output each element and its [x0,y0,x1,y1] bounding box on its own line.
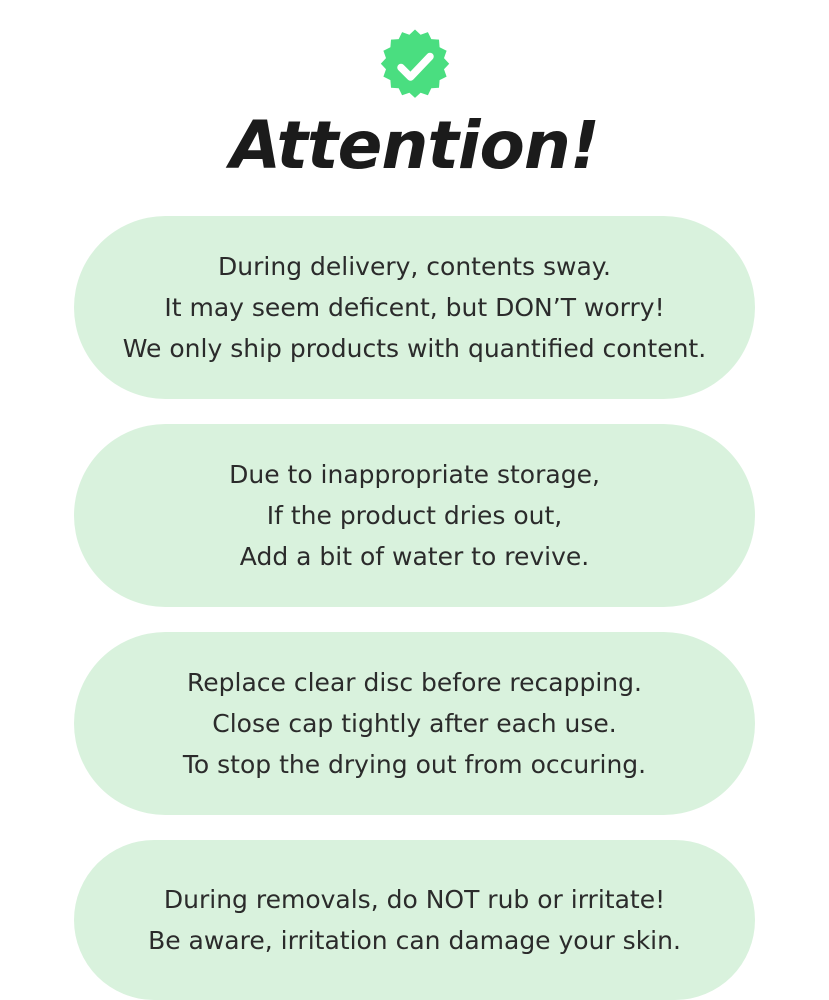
notice-card [74,632,755,815]
notice-card [74,840,755,1000]
notice-line: To stop the drying out from occuring. [182,750,647,779]
notice-line: During delivery, contents sway. [218,252,611,281]
notice-card [74,216,755,399]
notice-line: Add a bit of water to revive. [239,542,590,571]
page-title: Attention! [230,106,599,184]
notice-line: Replace clear disc before recapping. [187,668,642,697]
notice-line: It may seem deficent, but DON’T worry! [164,293,665,322]
notice-line: During removals, do NOT rub or irritate! [163,885,666,914]
notice-line: Due to inappropriate storage, [229,460,600,489]
check-badge-icon [373,26,457,109]
notice-line: If the product dries out, [266,501,563,530]
notice-card-list [0,216,829,1000]
notice-line: We only ship products with quantified content. [122,334,707,363]
notice-line: Close cap tightly after each use. [212,709,617,738]
notice-card [74,424,755,607]
notice-line: Be aware, irritation can damage your skin. [148,926,681,955]
